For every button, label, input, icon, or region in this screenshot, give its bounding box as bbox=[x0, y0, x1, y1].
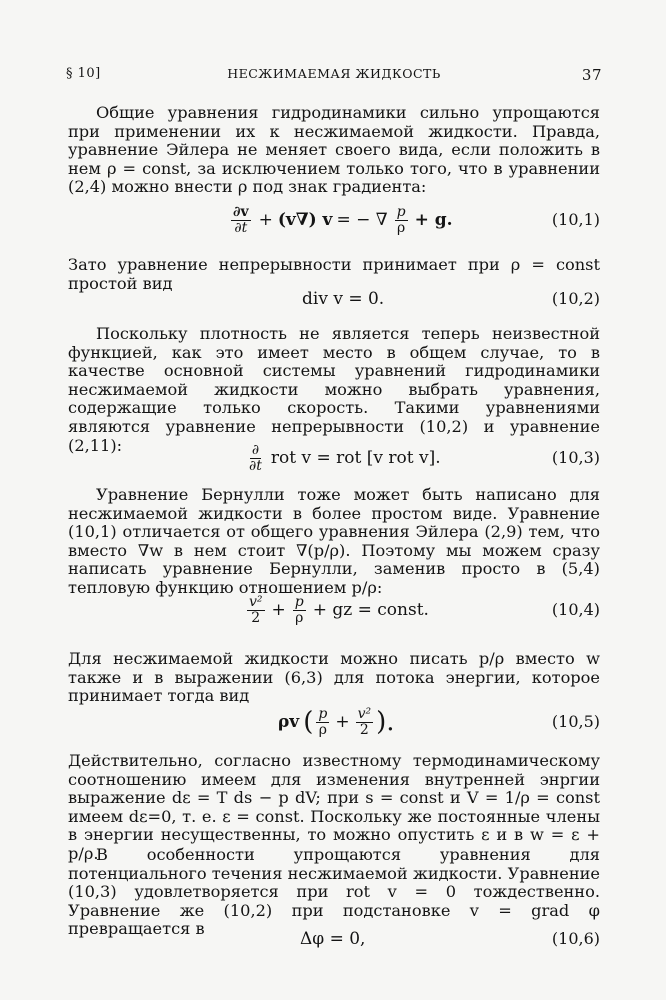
equation-10-5 bbox=[68, 702, 600, 742]
paragraph-4: Уравнение Бернулли тоже может быть написано для несжимаемой жидкости в более простом виде. Уравнение (10,1) отличается от общего уравнения Эйлера (2,9) тем, что вместо ∇w в нем стоит ∇(p/ρ). Поэтому мы можем сразу написать уравнение Бернулли, заменив просто в (5,4) тепловую функцию отношением p/ρ: bbox=[68, 485, 600, 597]
plus-sign: + bbox=[258, 210, 273, 230]
equation-10-6 bbox=[68, 919, 600, 959]
plus-sign: + bbox=[335, 712, 350, 732]
running-title: НЕСЖИМАЕМАЯ ЖИДКОСТЬ bbox=[227, 66, 441, 81]
equation-number: (10,6) bbox=[551, 929, 600, 948]
equation-10-5-formula bbox=[278, 702, 395, 742]
fraction-denominator: ρ bbox=[396, 219, 406, 236]
fraction-denominator: ∂t bbox=[234, 219, 248, 236]
paragraph-2: Зато уравнение непрерывности принимает при ρ = const простой вид bbox=[68, 255, 600, 293]
fraction-numerator: p bbox=[396, 203, 406, 220]
equation-10-2-formula: div v = 0. bbox=[302, 289, 385, 309]
fraction-numerator: v² bbox=[357, 705, 372, 722]
fraction-denominator: ρ bbox=[318, 721, 327, 738]
pressure-density-fraction bbox=[293, 595, 306, 626]
paragraph-1: Общие уравнения гидродинамики сильно упрощаются при применении их к несжимаемой жидкости. Правда, уравнение Эйлера не меняет своего вида, если положить в нем ρ = const, за исключением только того, что в уравнении (2,4) можно внести ρ под знак градиента: bbox=[68, 103, 600, 197]
fraction-denominator: 2 bbox=[359, 721, 369, 738]
equation-number: (10,4) bbox=[551, 600, 600, 619]
rho-v-term: ρv bbox=[278, 712, 300, 732]
page-number: 37 bbox=[581, 66, 602, 84]
fraction-denominator: ρ bbox=[295, 609, 304, 626]
fraction-numerator: v² bbox=[249, 593, 263, 610]
equation-number: (10,5) bbox=[551, 712, 600, 731]
gravity-term: + g. bbox=[414, 210, 453, 230]
pressure-density-fraction bbox=[395, 205, 408, 236]
equation-10-1 bbox=[68, 200, 600, 240]
equation-number: (10,3) bbox=[551, 448, 600, 467]
rot-equation: rot v = rot [v rot v]. bbox=[270, 448, 441, 468]
partial-derivative-fraction bbox=[231, 205, 251, 236]
section-marker: § 10] bbox=[66, 66, 101, 81]
paragraph-7: В особенности упрощаются уравнения для потенциального течения несжимаемой жидкости. Уравнение (10,3) удовлетворяется при rot v = 0 тождественно. Уравнение же (10,2) при подстановке v = grad φ превращается в bbox=[68, 845, 600, 939]
convective-term: (v∇) v bbox=[277, 210, 333, 230]
equation-number: (10,1) bbox=[551, 210, 600, 229]
fraction-numerator: p bbox=[294, 593, 304, 610]
plus-sign: + bbox=[271, 600, 286, 620]
bernoulli-rest: + gz = const. bbox=[312, 600, 429, 620]
fraction-denominator: 2 bbox=[251, 609, 261, 626]
equation-number: (10,2) bbox=[551, 289, 600, 308]
paragraph-6: Действительно, согласно известному термодинамическому соотношению имеем для изменения внутренней энргии выражение dε = T ds − p dV; при s = const и V = 1/ρ = const имеем dε=0, т. е. ε = const. Поскольку же постоянные члены в энергии несущественны, то можно опустить ε и в w = ε + p/ρ. bbox=[68, 751, 600, 863]
left-paren: ( bbox=[303, 707, 314, 737]
equation-10-6-formula: Δφ = 0, bbox=[300, 929, 366, 949]
right-paren: ). bbox=[376, 707, 395, 737]
fraction-numerator: ∂v bbox=[233, 203, 249, 220]
paragraph-5: Для несжимаемой жидкости можно писать p/ρ вместо w также и в выражении (6,3) для потока энергии, которое принимает тогда вид bbox=[68, 649, 600, 706]
equation-10-4 bbox=[68, 590, 600, 630]
equation-10-1-formula bbox=[228, 200, 453, 240]
equation-10-3 bbox=[68, 438, 600, 478]
page-header bbox=[66, 66, 602, 86]
partial-derivative-fraction bbox=[247, 443, 264, 474]
equation-10-3-formula bbox=[244, 438, 441, 478]
paragraph-3: Поскольку плотность не является теперь неизвестной функцией, как это имеет место в общем случае, то в качестве основной системы уравнений гидродинамики несжимаемой жидкости можно выбрать уравнения, содержащие только скорость. Такими уравнениями являются уравнение непрерывности (10,2) и уравнение (2,11): bbox=[68, 324, 600, 455]
pressure-density-fraction bbox=[316, 707, 329, 738]
fraction-numerator: ∂ bbox=[251, 441, 260, 458]
velocity-square-fraction bbox=[356, 707, 374, 738]
equation-10-2 bbox=[68, 279, 600, 319]
velocity-square-fraction bbox=[247, 595, 265, 626]
fraction-numerator: p bbox=[318, 705, 328, 722]
fraction-denominator: ∂t bbox=[249, 457, 262, 474]
equation-10-4-formula bbox=[244, 590, 429, 630]
equals-minus-grad: = − ∇ bbox=[336, 210, 388, 230]
